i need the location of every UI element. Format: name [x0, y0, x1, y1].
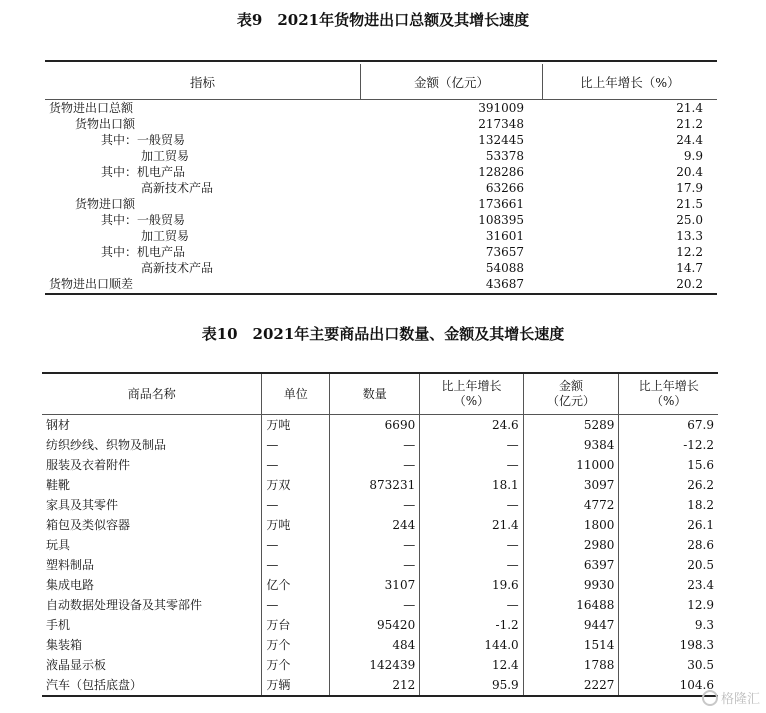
table9-row-growth: 14.7	[676, 261, 703, 275]
table10-cell-amt-growth: 30.5	[619, 655, 718, 675]
table10-header-unit: 单位	[262, 373, 330, 415]
table10-cell-unit: —	[262, 435, 330, 455]
table9-row-growth: 20.2	[676, 277, 703, 291]
table10-cell-amt-growth: -12.2	[619, 435, 718, 455]
table9-row-label: 高新技术产品	[141, 181, 214, 195]
table10-cell-name: 汽车（包括底盘）	[42, 675, 262, 696]
table10-row	[42, 675, 718, 696]
table9-row	[45, 132, 717, 148]
table10-cell-name: 手机	[42, 615, 262, 635]
table10-cell-qty-growth: 144.0	[420, 635, 523, 655]
table10-cell-amt-growth: 26.1	[619, 515, 718, 535]
table10-cell-unit: —	[262, 455, 330, 475]
table10-cell-amt-growth: 15.6	[619, 455, 718, 475]
table9-row	[45, 116, 717, 132]
table10-cell-qty: 873231	[330, 475, 420, 495]
table9-row-label: 货物进出口顺差	[49, 277, 134, 291]
table9-row	[45, 196, 717, 212]
table9-row-label: 货物进口额	[75, 197, 136, 211]
table10-cell-amount: 1800	[523, 515, 619, 535]
table9-row-amount: 53378	[485, 149, 524, 163]
table10-cell-amt-growth: 104.6	[619, 675, 718, 696]
table10-cell-qty: —	[330, 495, 420, 515]
table10-row	[42, 575, 718, 595]
table10-cell-name: 玩具	[42, 535, 262, 555]
table10-cell-qty-growth: 19.6	[420, 575, 523, 595]
table10-cell-amount: 1514	[523, 635, 619, 655]
table10-cell-name: 钢材	[42, 415, 262, 436]
table9-bottom-rule	[45, 293, 717, 295]
table10-cell-amount: 3097	[523, 475, 619, 495]
table9-row-growth: 21.2	[676, 117, 703, 131]
table9-row	[45, 180, 717, 196]
table10-row	[42, 655, 718, 675]
table9-row-label: 其中：机电产品	[101, 245, 186, 259]
table10-cell-amount: 9384	[523, 435, 619, 455]
table10-cell-amount: 11000	[523, 455, 619, 475]
table10-cell-name: 服装及衣着附件	[42, 455, 262, 475]
table10-cell-unit: 万个	[262, 635, 330, 655]
table10-cell-unit: 万双	[262, 475, 330, 495]
table10-cell-name: 液晶显示板	[42, 655, 262, 675]
table10-cell-amount: 2227	[523, 675, 619, 696]
table10-cell-amount: 2980	[523, 535, 619, 555]
table10-header-amount	[523, 373, 619, 415]
table10-cell-amt-growth: 20.5	[619, 555, 718, 575]
table10-cell-unit: 亿个	[262, 575, 330, 595]
table10-cell-unit: 万吨	[262, 515, 330, 535]
table10-cell-unit: —	[262, 495, 330, 515]
table10-cell-amount: 9447	[523, 615, 619, 635]
table10-row	[42, 495, 718, 515]
table10-cell-name: 鞋靴	[42, 475, 262, 495]
watermark	[702, 688, 760, 707]
table10-cell-unit: 万台	[262, 615, 330, 635]
table9-row-growth: 12.2	[676, 245, 703, 259]
table10-header-amt-growth	[619, 373, 718, 415]
table10-cell-amount: 5289	[523, 415, 619, 436]
table9-row-label: 高新技术产品	[141, 261, 214, 275]
table10-cell-qty-growth: —	[420, 595, 523, 615]
table10-row	[42, 615, 718, 635]
table9-row-growth: 21.4	[676, 101, 703, 115]
table9-header-amount: 金额（亿元）	[413, 74, 489, 90]
table9-row-amount: 173661	[478, 197, 524, 211]
table10-body	[42, 415, 718, 697]
table9-row-growth: 13.3	[676, 229, 703, 243]
table10-cell-qty: 6690	[330, 415, 420, 436]
table10-cell-amt-growth: 26.2	[619, 475, 718, 495]
table10-header-qty-growth-line1: 比上年增长	[441, 379, 502, 393]
table9-row-amount: 391009	[478, 101, 524, 115]
table9-row-amount: 63266	[485, 181, 524, 195]
table10-header-name: 商品名称	[42, 373, 262, 415]
table10-row	[42, 595, 718, 615]
table10-cell-name: 箱包及类似容器	[42, 515, 262, 535]
table10-cell-qty: —	[330, 555, 420, 575]
table10-cell-unit: 万辆	[262, 675, 330, 696]
table10	[42, 372, 718, 695]
table9-row-amount: 54088	[485, 261, 524, 275]
table10-header-qty-growth-line2: （%）	[453, 394, 490, 408]
table9-row-growth: 17.9	[676, 181, 703, 195]
table9-row-amount: 43687	[485, 277, 524, 291]
table9-row	[45, 100, 717, 116]
table10-cell-amt-growth: 18.2	[619, 495, 718, 515]
table10-row	[42, 415, 718, 436]
table10-cell-name: 集成电路	[42, 575, 262, 595]
table10-cell-qty-growth: —	[420, 435, 523, 455]
table10-title: 表10 2021年主要商品出口数量、金额及其增长速度	[201, 325, 565, 343]
table9-row-amount: 108395	[478, 213, 524, 227]
table10-cell-qty: —	[330, 455, 420, 475]
table10-row	[42, 635, 718, 655]
table10-header-qty: 数量	[330, 373, 420, 415]
table10-cell-amount: 16488	[523, 595, 619, 615]
table9-row	[45, 260, 717, 276]
table9-row-amount: 31601	[485, 229, 524, 243]
table10-cell-qty: 95420	[330, 615, 420, 635]
table10-row	[42, 535, 718, 555]
table10-cell-name: 家具及其零件	[42, 495, 262, 515]
table10-cell-qty: 142439	[330, 655, 420, 675]
table10-cell-qty: 484	[330, 635, 420, 655]
table10-cell-amount: 9930	[523, 575, 619, 595]
table9-row-label: 加工贸易	[141, 229, 190, 243]
table10-cell-amount: 6397	[523, 555, 619, 575]
table9-row-growth: 25.0	[676, 213, 703, 227]
table10-cell-qty-growth: 95.9	[420, 675, 523, 696]
table10-cell-qty: 244	[330, 515, 420, 535]
table10-cell-unit: —	[262, 535, 330, 555]
table9-row-amount: 128286	[478, 165, 524, 179]
table9-row	[45, 276, 717, 292]
table10-cell-name: 集装箱	[42, 635, 262, 655]
gelonghui-logo-icon	[702, 690, 718, 706]
table9-row-amount: 73657	[485, 245, 524, 259]
table10-cell-amt-growth: 67.9	[619, 415, 718, 436]
table9-row-label: 加工贸易	[141, 149, 190, 163]
table9-row-amount: 132445	[478, 133, 524, 147]
table10-cell-qty-growth: 12.4	[420, 655, 523, 675]
table9-row	[45, 212, 717, 228]
table10-header-qty-growth	[420, 373, 523, 415]
table9-row-label: 其中：一般贸易	[101, 213, 186, 227]
table9-row	[45, 244, 717, 260]
table10-cell-amt-growth: 23.4	[619, 575, 718, 595]
table10-cell-qty-growth: -1.2	[420, 615, 523, 635]
table9-header-indicator: 指标	[189, 74, 215, 90]
table10-cell-name: 纺织纱线、织物及制品	[42, 435, 262, 455]
table10-cell-amt-growth: 28.6	[619, 535, 718, 555]
table9-row-growth: 20.4	[676, 165, 703, 179]
table10-row	[42, 515, 718, 535]
table10-cell-qty: —	[330, 595, 420, 615]
table10-cell-qty-growth: —	[420, 535, 523, 555]
table9-top-rule	[45, 60, 717, 62]
table10-cell-amount: 4772	[523, 495, 619, 515]
table10-cell-amt-growth: 12.9	[619, 595, 718, 615]
table9-row-label: 其中：一般贸易	[101, 133, 186, 147]
table10-row	[42, 435, 718, 455]
table10-cell-qty-growth: 24.6	[420, 415, 523, 436]
table9-row-label: 货物进出口总额	[49, 101, 134, 115]
table10-cell-qty-growth: —	[420, 455, 523, 475]
table10-cell-unit: 万吨	[262, 415, 330, 436]
table10-cell-qty: 212	[330, 675, 420, 696]
table10-cell-amount: 1788	[523, 655, 619, 675]
table9-row-label: 其中：机电产品	[101, 165, 186, 179]
table10-header-amount-line1: 金额	[559, 379, 584, 393]
table10-cell-name: 自动数据处理设备及其零部件	[42, 595, 262, 615]
table10-cell-qty: —	[330, 535, 420, 555]
watermark-text: 格隆汇	[720, 692, 760, 707]
table10-cell-unit: —	[262, 595, 330, 615]
table9-row	[45, 164, 717, 180]
table10-header-amt-growth-line1: 比上年增长	[638, 379, 699, 393]
table10-cell-unit: —	[262, 555, 330, 575]
table10-row	[42, 455, 718, 475]
table9-row-label: 货物出口额	[75, 117, 136, 131]
table10-cell-qty: 3107	[330, 575, 420, 595]
table9-row-growth: 24.4	[676, 133, 703, 147]
table9-row	[45, 148, 717, 164]
table9-row	[45, 228, 717, 244]
table10-cell-qty-growth: —	[420, 495, 523, 515]
table10-cell-qty-growth: —	[420, 555, 523, 575]
table9-body	[45, 100, 717, 292]
table10-cell-name: 塑料制品	[42, 555, 262, 575]
table10-cell-qty-growth: 18.1	[420, 475, 523, 495]
table10-cell-qty: —	[330, 435, 420, 455]
table10-header-amt-growth-line2: （%）	[651, 394, 687, 408]
table10-cell-qty-growth: 21.4	[420, 515, 523, 535]
table10-cell-amt-growth: 9.3	[619, 615, 718, 635]
table9-header-growth: 比上年增长（%）	[580, 74, 680, 90]
table10-cell-unit: 万个	[262, 655, 330, 675]
table10-cell-amt-growth: 198.3	[619, 635, 718, 655]
table9-row-growth: 9.9	[683, 149, 703, 163]
table9-row-growth: 21.5	[676, 197, 703, 211]
table9-title: 表9 2021年货物进出口总额及其增长速度	[236, 11, 530, 29]
table10-header-amount-line2: （亿元）	[547, 394, 596, 408]
table10-row	[42, 475, 718, 495]
table10-row	[42, 555, 718, 575]
table9-row-amount: 217348	[478, 117, 524, 131]
